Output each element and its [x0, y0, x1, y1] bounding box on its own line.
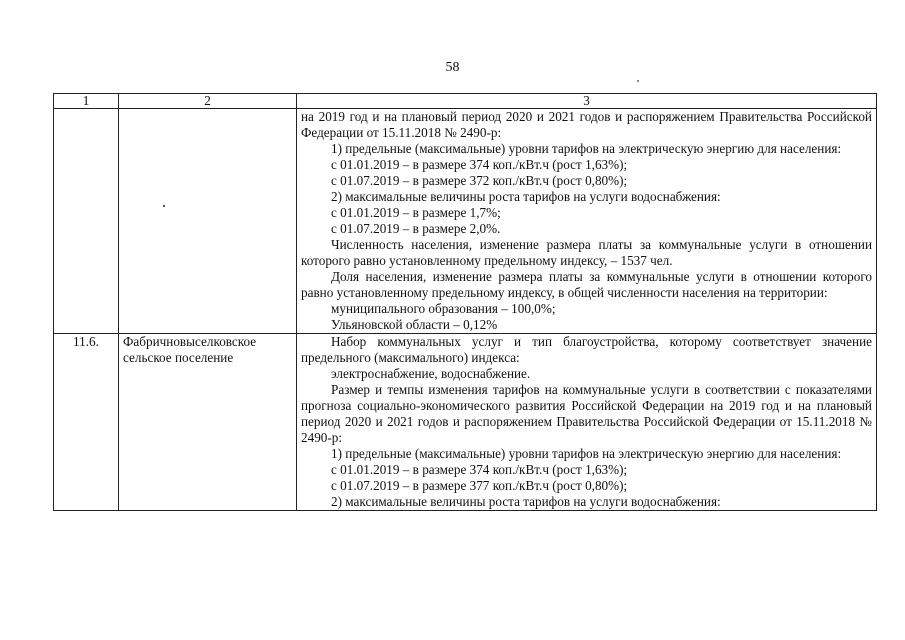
column-header-1: 1 [54, 94, 119, 109]
row-number: 11.6. [54, 334, 119, 511]
row-number [54, 109, 119, 334]
scan-speck [163, 205, 165, 207]
tariff-table [53, 93, 877, 511]
description-paragraph: Доля населения, изменение размера платы за коммунальные услуги в отношении которого равно установленному предельному индексу, в общей численности населения на территории: [301, 269, 872, 300]
table-row [54, 334, 877, 511]
scan-speck [637, 80, 639, 82]
table-header-row [54, 94, 877, 109]
description-paragraph: с 01.07.2019 – в размере 2,0%. [331, 221, 501, 236]
description-paragraph: Набор коммунальных услуг и тип благоустройства, которому соответствует значение предельного (максимального) индекса: [301, 334, 872, 365]
description-paragraph: с 01.07.2019 – в размере 372 коп./кВт.ч (рост 0,80%); [331, 173, 628, 188]
table-row [54, 109, 877, 334]
description-paragraph: Ульяновской области – 0,12% [331, 317, 498, 332]
row-settlement-name [119, 109, 297, 334]
description-paragraph: с 01.01.2019 – в размере 1,7%; [331, 205, 501, 220]
description-paragraph: с 01.07.2019 – в размере 377 коп./кВт.ч (рост 0,80%); [331, 478, 628, 493]
description-paragraph: с 01.01.2019 – в размере 374 коп./кВт.ч (рост 1,63%); [331, 462, 628, 477]
page-number: 58 [445, 60, 460, 75]
description-paragraph: муниципального образования – 100,0%; [331, 301, 556, 316]
column-header-3: 3 [297, 94, 877, 109]
row-description [297, 334, 877, 511]
row-description [297, 109, 877, 334]
description-paragraph: Численность населения, изменение размера платы за коммунальные услуги в отношении которого равно установленному предельному индексу, – 1537 чел. [301, 237, 872, 268]
description-paragraph: 2) максимальные величины роста тарифов на услуги водоснабжения: [331, 189, 721, 204]
description-paragraph: электроснабжение, водоснабжение. [331, 366, 531, 381]
row-settlement-name: Фабричновыселковское сельское поселение [119, 334, 297, 511]
description-paragraph: на 2019 год и на плановый период 2020 и 2021 годов и распоряжением Правительства Российской Федерации от 15.11.2018 № 2490-р: [301, 109, 872, 140]
description-paragraph: Размер и темпы изменения тарифов на коммунальные услуги в соответствии с показателями прогноза социально-экономического развития Российской Федерации на 2019 год и на плановый период 2020 и 2021 годов и распоряжением Правительства Российской Федерации от 15.11.2018 № 2490-р: [301, 382, 872, 445]
column-header-2: 2 [119, 94, 297, 109]
description-paragraph: 1) предельные (максимальные) уровни тарифов на электрическую энергию для населения: [331, 446, 842, 461]
description-paragraph: 2) максимальные величины роста тарифов на услуги водоснабжения: [331, 494, 721, 509]
description-paragraph: с 01.01.2019 – в размере 374 коп./кВт.ч (рост 1,63%); [331, 157, 628, 172]
description-paragraph: 1) предельные (максимальные) уровни тарифов на электрическую энергию для населения: [331, 141, 842, 156]
